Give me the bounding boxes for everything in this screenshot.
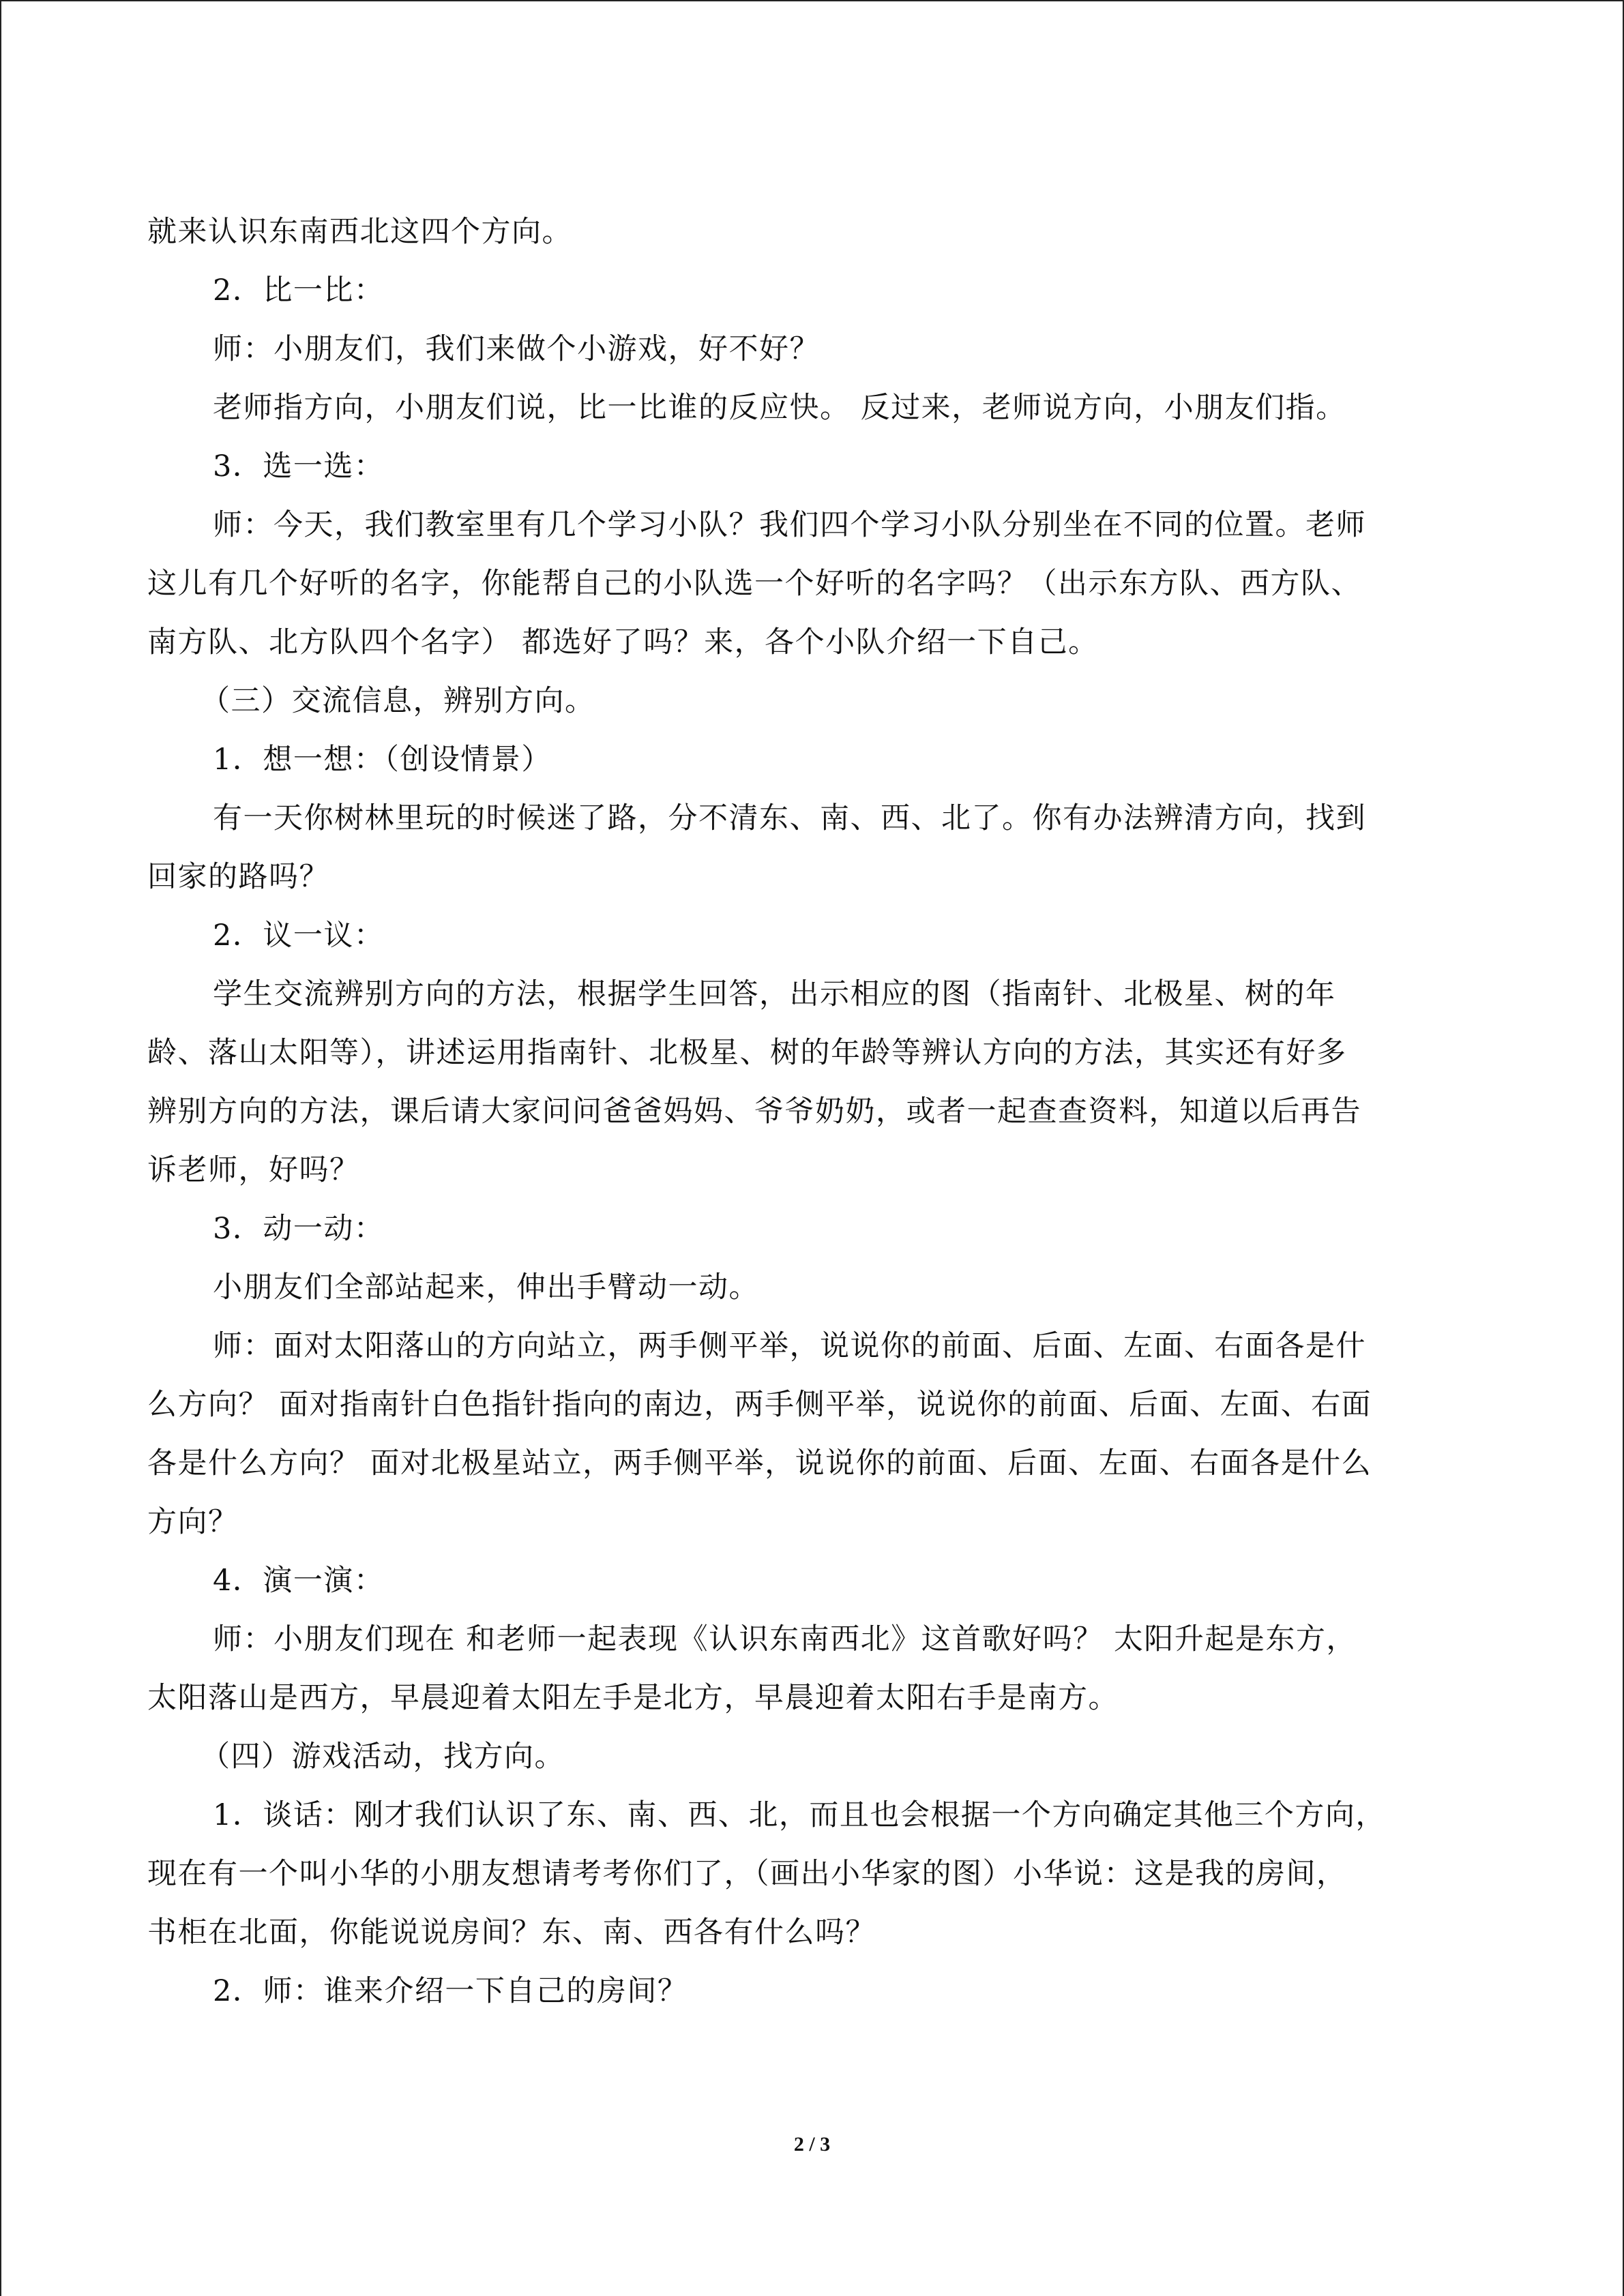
text-line: 有一天你树林里玩的时候迷了路，分不清东、南、西、北了。你有办法辨清方向，找到 [213, 801, 1366, 835]
section-heading: （三）交流信息，辨别方向。 [201, 684, 595, 718]
text-line: 师：面对太阳落山的方向站立，两手侧平举，说说你的前面、后面、左面、右面各是什 [213, 1329, 1366, 1363]
text-line: 1．谈话：刚才我们认识了东、南、西、北，而且也会根据一个方向确定其他三个方向， [213, 1798, 1386, 1832]
text-line: 现在有一个叫小华的小朋友想请考考你们了，（画出小华家的图）小华说：这是我的房间， [147, 1857, 1347, 1891]
list-heading: 2．比一比： [213, 273, 385, 308]
text-line: 方向？ [147, 1505, 239, 1539]
text-line: 小朋友们全部站起来，伸出手臂动一动。 [213, 1270, 759, 1304]
list-heading: 4．演一演： [213, 1564, 385, 1598]
text-line: 各是什么方向？ 面对北极星站立，两手侧平举，说说你的前面、后面、左面、右面各是什么 [147, 1446, 1372, 1480]
text-line: 书柜在北面，你能说说房间？东、南、西各有什么吗？ [147, 1915, 876, 1950]
text-line: 太阳落山是西方，早晨迎着太阳左手是北方，早晨迎着太阳右手是南方。 [147, 1681, 1119, 1715]
text-line: 2．师：谁来介绍一下自己的房间？ [213, 1974, 688, 2008]
text-line: 就来认识东南西北这四个方向。 [147, 215, 572, 249]
text-line: 回家的路吗？ [147, 860, 329, 894]
page-number: 2 / 3 [793, 2133, 831, 2156]
text-line: 老师指方向，小朋友们说，比一比谁的反应快。 反过来，老师说方向，小朋友们指。 [213, 391, 1346, 425]
list-heading: 3．选一选： [213, 449, 385, 483]
text-line: 这儿有几个好听的名字，你能帮自己的小队选一个好听的名字吗？（出示东方队、西方队、 [147, 567, 1361, 601]
list-heading: 2．议一议： [213, 919, 385, 953]
text-line: 学生交流辨别方向的方法，根据学生回答，出示相应的图（指南针、北极星、树的年 [213, 977, 1336, 1011]
text-line: 师：小朋友们，我们来做个小游戏，好不好？ [213, 332, 820, 366]
text-line: 龄、落山太阳等），讲述运用指南针、北极星、树的年龄等辨认方向的方法，其实还有好多 [147, 1036, 1347, 1070]
text-line: 么方向？ 面对指南针白色指针指向的南边，两手侧平举，说说你的前面、后面、左面、右面 [147, 1388, 1372, 1422]
text-line: 辨别方向的方法，课后请大家问问爸爸妈妈、爷爷奶奶，或者一起查查资料，知道以后再告 [147, 1094, 1361, 1129]
text-line: 师：今天，我们教室里有几个学习小队？我们四个学习小队分别坐在不同的位置。老师 [213, 508, 1366, 542]
list-heading: 1．想一想：（创设情景） [213, 743, 552, 777]
section-heading: （四）游戏活动，找方向。 [201, 1740, 565, 1774]
list-heading: 3．动一动： [213, 1212, 385, 1246]
text-line: 诉老师，好吗？ [147, 1153, 360, 1187]
text-line: 师：小朋友们现在 和老师一起表现《认识东南西北》这首歌好吗？ 太阳升起是东方， [213, 1622, 1357, 1656]
text-line: 南方队、北方队四个名字） 都选好了吗？来，各个小队介绍一下自己。 [147, 625, 1099, 659]
